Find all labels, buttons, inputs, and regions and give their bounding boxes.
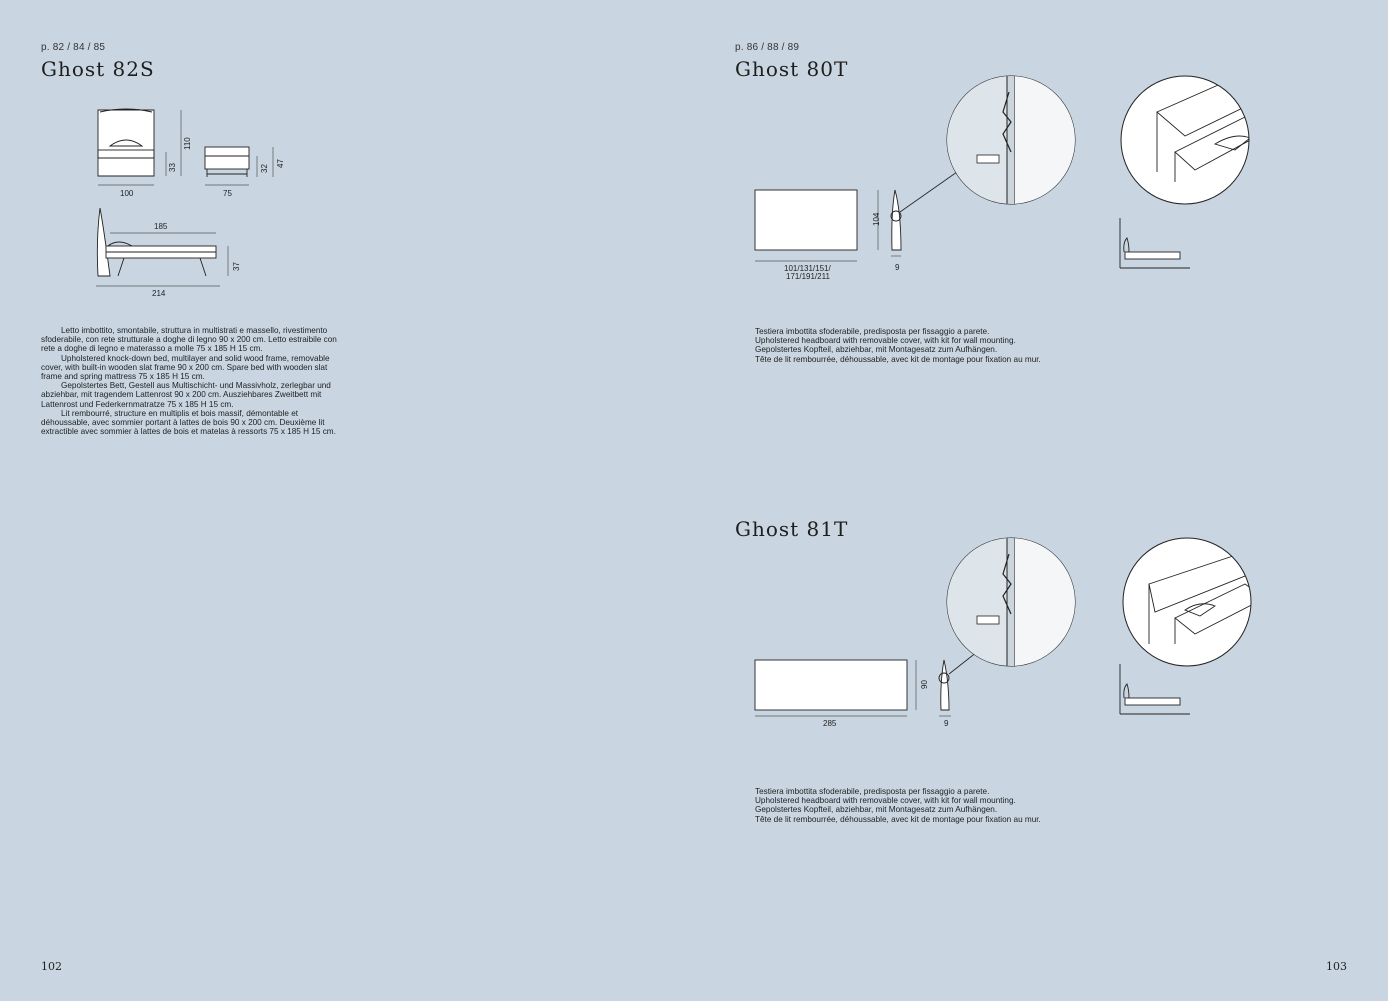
dim-bench-h1: 32 (260, 164, 269, 173)
page-reference-82s: p. 82 / 84 / 85 (41, 42, 106, 53)
dim-width-line1: 101/131/151/ (784, 264, 831, 273)
dim-front-width: 100 (120, 189, 134, 198)
wall-mount-detail-circle (945, 72, 1085, 212)
dim-front-height-small: 33 (168, 163, 177, 172)
page-reference-80t: p. 86 / 88 / 89 (735, 42, 800, 53)
description-fr: Tête de lit rembourrée, déhoussable, avec kit de montage pour fixation au mur. (755, 354, 1041, 364)
bed-perspective-circle (1121, 76, 1265, 204)
description-80t (755, 327, 1085, 364)
dim-bench-width: 75 (223, 189, 232, 198)
wall-mount-detail-circle (945, 532, 1085, 672)
dim-side-total: 214 (152, 289, 166, 298)
bed-front-view (98, 109, 154, 176)
page-number-left: 102 (41, 960, 62, 973)
description-de: Gepolstertes Kopfteil, abziehbar, mit Montagesatz zum Aufhängen. (755, 805, 998, 815)
bed-side-view (97, 208, 216, 276)
dim-depth: 9 (895, 263, 900, 272)
bed-perspective-circle (1123, 538, 1265, 666)
description-en: Upholstered headboard with removable cover, with kit for wall mounting. (755, 336, 1016, 346)
description-fr: Tête de lit rembourrée, déhoussable, avec kit de montage pour fixation au mur. (755, 814, 1041, 824)
description-fr: Lit rembourré, structure en multiplis et bois massif, démontable et déhoussable, avec sommier portant à lattes de bois 90 x 200 cm. Deuxième lit extractible avec sommier à lattes de bois et matelas à ressorts 75 x 185 H 15 cm. (41, 408, 336, 437)
product-title-ghost-82s: Ghost 82S (41, 57, 155, 81)
dim-width: 285 (823, 719, 837, 728)
description-en: Upholstered headboard with removable cover, with kit for wall mounting. (755, 796, 1016, 806)
dim-width-line2: 171/191/211 (786, 272, 830, 281)
description-en: Upholstered knock-down bed, multilayer and solid wood frame, removable cover, with built-in wooden slat frame 90 x 200 cm. Spare bed with wooden slat frame and spring mattress 75 x 185 H 15 cm. (41, 353, 330, 382)
detail-leader-line (949, 652, 977, 674)
ghost-81t-technical-drawing (745, 532, 1265, 732)
bench-front-view (205, 147, 249, 177)
description-it: Testiera imbottita sfoderabile, predisposta per fissaggio a parete. (755, 787, 990, 796)
description-de: Gepolstertes Kopfteil, abziehbar, mit Montagesatz zum Aufhängen. (755, 345, 998, 355)
headboard-front (755, 190, 857, 250)
dim-height: 90 (920, 680, 929, 689)
dim-front-height: 110 (183, 137, 192, 150)
description-it: Testiera imbottita sfoderabile, predisposta per fissaggio a parete. (755, 327, 990, 336)
bed-side-small (1120, 218, 1190, 268)
bed-side-small (1120, 664, 1190, 714)
description-81t (755, 787, 1085, 824)
detail-leader-line (900, 172, 957, 212)
ghost-82s-technical-drawing (88, 100, 288, 300)
headboard-front (755, 660, 907, 710)
headboard-side-profile (941, 660, 949, 710)
dim-bench-h2: 47 (276, 159, 285, 168)
description-82s (41, 326, 341, 436)
dim-height: 104 (872, 212, 881, 226)
page-number-right: 103 (1326, 960, 1347, 973)
description-de: Gepolstertes Bett, Gestell aus Multischicht- und Massivholz, zerlegbar und abziehbar, mit tragendem Lattenrost 90 x 200 cm. Ausziehbares Zweitbett mit Lattenrost und Federkernmatratze 75 x 185 H 15 cm. (41, 381, 331, 409)
side-dimension-lines (96, 233, 228, 286)
description-it: Letto imbottito, smontabile, struttura in multistrati e massello, rivestimento sfoderabile, con rete strutturale a doghe di legno 90 x 200 cm. Letto estraibile con rete a doghe di legno e materasso a molle 75 x 185 H 15 cm. (41, 326, 337, 354)
product-title-ghost-81t: Ghost 81T (735, 517, 849, 541)
dim-side-height: 37 (232, 262, 241, 271)
ghost-80t-technical-drawing (745, 72, 1265, 287)
dim-depth: 9 (944, 719, 949, 728)
product-title-ghost-80t: Ghost 80T (735, 57, 849, 81)
dim-side-inner: 185 (154, 222, 168, 231)
